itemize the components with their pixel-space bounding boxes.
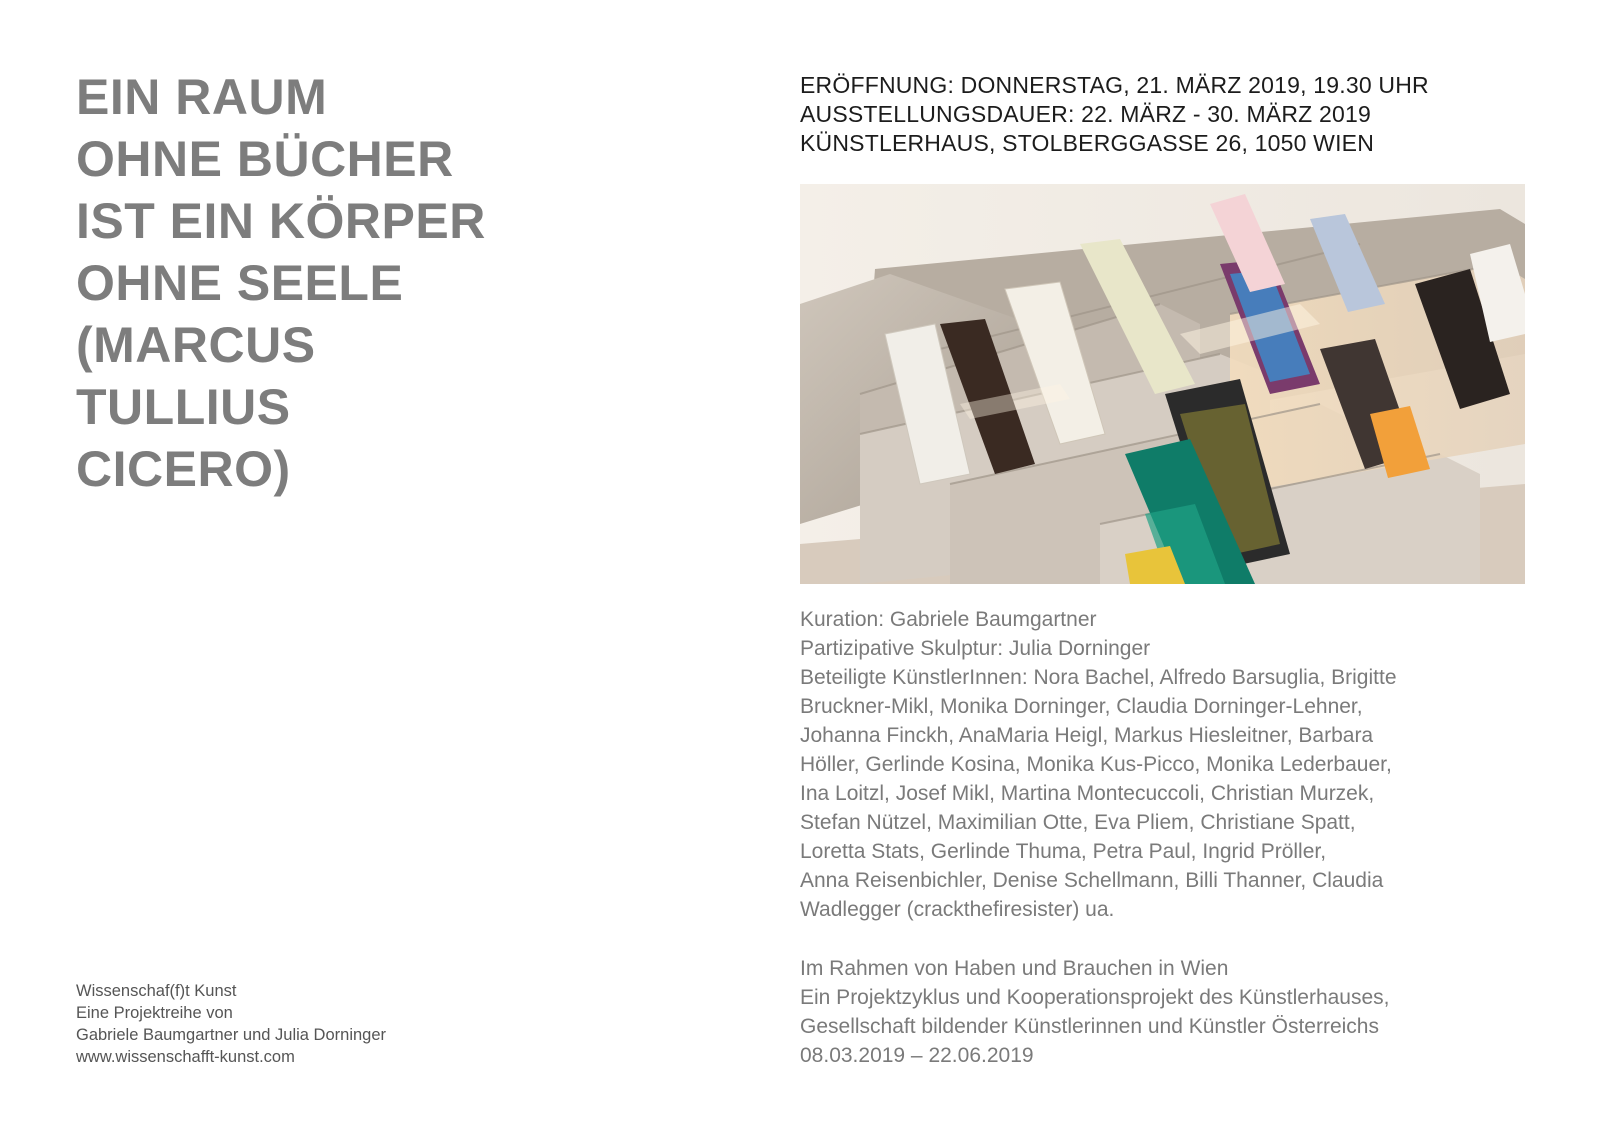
artists-line: Ina Loitzl, Josef Mikl, Martina Montecuccoli, Christian Murzek, xyxy=(800,782,1375,805)
project-description: Ein Projektzyklus und Kooperationsprojekt des Künstlerhauses, xyxy=(800,986,1390,1009)
quote-line: EIN RAUM xyxy=(76,69,328,125)
artists-line: Beteiligte KünstlerInnen: Nora Bachel, Alfredo Barsuglia, Brigitte xyxy=(800,666,1397,689)
quote-line: (MARCUS xyxy=(76,317,316,373)
quote-line: OHNE BÜCHER xyxy=(76,131,454,187)
sculpture-photo xyxy=(800,184,1525,584)
quote-title xyxy=(76,66,486,500)
project-info xyxy=(800,954,1520,1070)
quote-line: CICERO) xyxy=(76,441,291,497)
project-context: Im Rahmen von Haben und Brauchen in Wien xyxy=(800,957,1229,980)
artists-line: Stefan Nützel, Maximilian Otte, Eva Pliem, Christiane Spatt, xyxy=(800,811,1356,834)
quote-line: IST EIN KÖRPER xyxy=(76,193,486,249)
event-details xyxy=(800,71,1429,158)
project-dates: 08.03.2019 – 22.06.2019 xyxy=(800,1044,1034,1067)
event-duration: AUSSTELLUNGSDAUER: 22. MÄRZ - 30. MÄRZ 2019 xyxy=(800,101,1371,127)
credits-block xyxy=(800,605,1520,924)
sculpture-credit: Partizipative Skulptur: Julia Dorninger xyxy=(800,637,1151,660)
series-website-link[interactable]: www.wissenschafft-kunst.com xyxy=(76,1048,295,1066)
event-location: KÜNSTLERHAUS, STOLBERGGASSE 26, 1050 WIEN xyxy=(800,130,1375,156)
artists-line: Johanna Finckh, AnaMaria Heigl, Markus Hiesleitner, Barbara xyxy=(800,724,1374,747)
quote-line: TULLIUS xyxy=(76,379,291,435)
artists-line: Loretta Stats, Gerlinde Thuma, Petra Paul, Ingrid Pröller, xyxy=(800,840,1327,863)
books-sculpture-illustration xyxy=(800,184,1525,584)
series-subtitle: Eine Projektreihe von xyxy=(76,1004,233,1022)
artists-line: Bruckner-Mikl, Monika Dorninger, Claudia Dorninger-Lehner, xyxy=(800,695,1363,718)
quote-line: OHNE SEELE xyxy=(76,255,404,311)
event-opening: ERÖFFNUNG: DONNERSTAG, 21. MÄRZ 2019, 19.30 UHR xyxy=(800,72,1429,98)
artists-line: Anna Reisenbichler, Denise Schellmann, Billi Thanner, Claudia xyxy=(800,869,1384,892)
artists-line: Wadlegger (crackthefiresister) ua. xyxy=(800,898,1115,921)
series-name: Wissenschaf(f)t Kunst xyxy=(76,982,237,1000)
project-organization: Gesellschaft bildender Künstlerinnen und Künstler Österreichs xyxy=(800,1015,1379,1038)
curator: Kuration: Gabriele Baumgartner xyxy=(800,608,1097,631)
artists-line: Höller, Gerlinde Kosina, Monika Kus-Picco, Monika Lederbauer, xyxy=(800,753,1392,776)
series-organizers: Gabriele Baumgartner und Julia Dorninger xyxy=(76,1026,387,1044)
series-info xyxy=(76,980,386,1068)
